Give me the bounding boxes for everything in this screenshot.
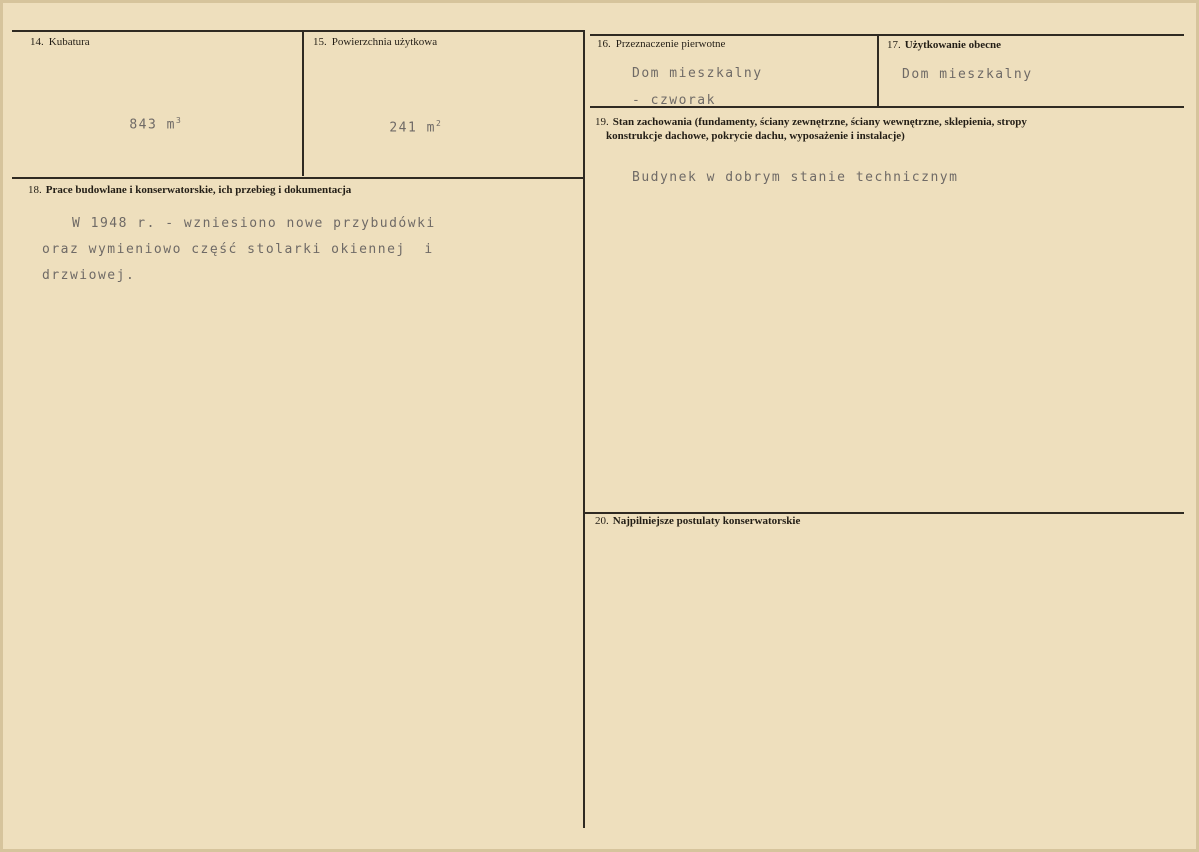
divider-16-17 [877, 34, 879, 106]
field-19-number: 19. [595, 116, 609, 128]
field-16-number: 16. [597, 38, 611, 50]
field-14-label [30, 35, 90, 49]
field-16-title: Przeznaczenie pierwotne [615, 38, 726, 50]
field-17-value: Dom mieszkalny [902, 67, 1033, 82]
field-18-title: Prace budowlane i konserwatorskie, ich przebieg i dokumentacja [45, 184, 352, 196]
field-15-label [313, 35, 437, 49]
field-17-title: Użytkowanie obecne [904, 39, 1001, 51]
field-16-label [597, 37, 725, 51]
field-14-unit-superscript: 3 [175, 116, 183, 125]
field-19-label-line-2: konstrukcje dachowe, pokrycie dachu, wyposażenie i instalacje) [606, 130, 905, 142]
field-20-label [595, 514, 800, 528]
divider-14-15 [302, 30, 304, 176]
field-16-value-line-1: Dom mieszkalny [632, 66, 763, 81]
field-19-label [595, 115, 1165, 129]
field-18-number: 18. [28, 184, 42, 196]
field-18-line-1: W 1948 r. - wzniesiono nowe przybudówki [72, 216, 436, 231]
field-15-unit-superscript: 2 [435, 119, 443, 128]
field-19-value: Budynek w dobrym stanie technicznym [632, 170, 959, 185]
field-17-number: 17. [887, 39, 901, 51]
field-15-title: Powierzchnia użytkowa [331, 36, 438, 48]
field-14-value: 843 $m^3$ [129, 116, 183, 133]
field-14-title: Kubatura [48, 36, 90, 48]
field-18-label [28, 183, 351, 197]
field-14-number: 14. [30, 36, 44, 48]
field-20-title: Najpilniejsze postulaty konserwatorskie [612, 515, 801, 527]
field-20-number: 20. [595, 515, 609, 527]
rule-above-19 [590, 106, 1184, 108]
field-15-value: 241 $m^2$ [389, 119, 443, 136]
top-rule-right [590, 34, 1184, 36]
field-15-number: 15. [313, 36, 327, 48]
field-18-line-3: drzwiowej. [42, 268, 136, 283]
main-vertical-divider [583, 30, 585, 828]
rule-above-18 [12, 177, 585, 179]
field-16-value-line-2: - czworak [632, 93, 716, 105]
top-rule-left [12, 30, 584, 32]
field-17-label [887, 38, 1001, 52]
field-18-line-2: oraz wymieniowo część stolarki okiennej i [42, 242, 434, 257]
field-19-title-line-1: Stan zachowania (fundamenty, ściany zewnętrzne, ściany wewnętrzne, sklepienia, stropy [612, 116, 1027, 128]
